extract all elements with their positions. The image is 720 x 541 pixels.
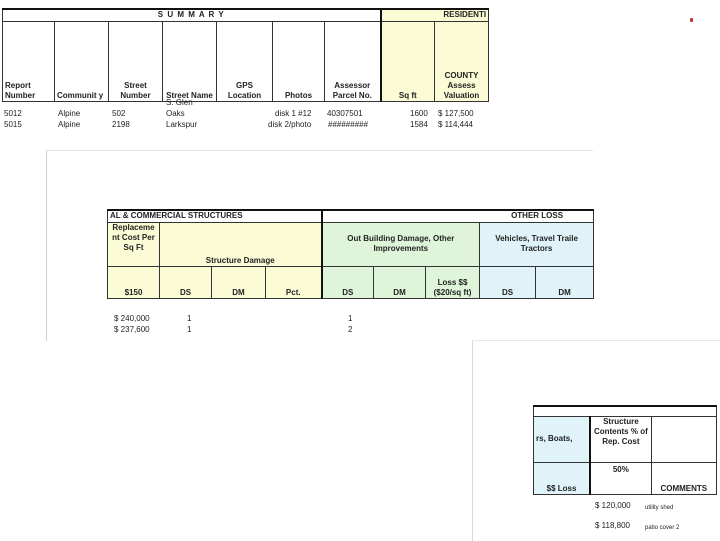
row2-street-name: Larkspur [166,120,198,129]
replacement-header: Replaceme nt Cost Per Sq Ft [108,222,160,266]
sub-loss: Loss $$ ($20/sq ft) [426,266,480,298]
comments-header: COMMENTS [651,462,716,494]
sub-veh-dm: DM [536,266,594,298]
residential-title: RESIDENTI [381,9,489,21]
row1-amount: $ 120,000 [595,501,631,510]
summary-title: S U M M A R Y [3,9,381,21]
structure-damage-header: Structure Damage [160,222,322,266]
out-building-header: Out Building Damage, Other Improvements [322,222,480,266]
row2-street-number: 2198 [112,120,130,129]
row1-replacement: $ 240,000 [114,314,150,323]
col-sqft: Sq ft [381,21,435,101]
row1-valuation: $ 127,500 [438,109,474,118]
row1-report: 5012 [4,109,22,118]
ink-mark [690,18,693,22]
summary-sheet [0,0,490,150]
sub-out-dm: DM [374,266,426,298]
structures-table [107,209,594,299]
col-valuation: COUNTY Assess Valuation [435,21,489,101]
row2-out-ds: 2 [348,325,353,334]
row1-street-number: 502 [112,109,126,118]
row2-photos: disk 2/photo [268,120,312,129]
col-street-number: Street Number [109,21,163,101]
row2-parcel: ######### [328,120,369,129]
row1-out-ds: 1 [348,314,353,323]
comments-table [533,405,717,495]
col-gps: GPS Location [217,21,273,101]
vehicles-header-tail: rs, Boats, [534,416,591,462]
replacement-value: $150 [108,266,160,298]
contents-pct: 50% [590,462,651,494]
other-loss-title: OTHER LOSS [322,210,594,222]
sub-veh-ds: DS [480,266,536,298]
vehicles-header: Vehicles, Travel Traile Tractors [480,222,594,266]
row2-replacement: $ 237,600 [114,325,150,334]
row1-comment: utility shed [645,505,674,511]
col-photos: Photos [273,21,325,101]
row1-photos: disk 1 #12 [275,109,312,118]
comments-sheet [472,340,720,541]
col-report: Report Number [3,21,55,101]
row1-ds: 1 [187,314,192,323]
sub-ds: DS [160,266,212,298]
col-parcel: Assessor Parcel No. [325,21,381,101]
row1-street-name: Oaks [166,109,185,118]
sub-out-ds: DS [322,266,374,298]
row1-street-name-top: S. Glen [166,98,193,107]
row2-amount: $ 118,800 [595,521,630,530]
row2-ds: 1 [187,325,192,334]
row2-report: 5015 [4,120,22,129]
row1-community: Alpine [58,109,81,118]
col-street-name: Street Name [163,21,217,101]
contents-header: Structure Contents % of Rep. Cost [590,416,651,462]
summary-table [2,8,489,102]
row1-sqft: 1600 [410,109,428,118]
row2-sqft: 1584 [410,120,428,129]
sub-dm: DM [212,266,266,298]
loss-header: $$ Loss [534,462,591,494]
col-community: Communit y [55,21,109,101]
structures-sheet [46,150,593,341]
row1-parcel: 40307501 [327,109,363,118]
row2-comment: patio cover 2 [645,525,680,531]
row2-valuation: $ 114,444 [438,120,473,129]
row2-community: Alpine [58,120,81,129]
structures-title: AL & COMMERCIAL STRUCTURES [108,210,322,222]
sub-pct: Pct. [266,266,322,298]
